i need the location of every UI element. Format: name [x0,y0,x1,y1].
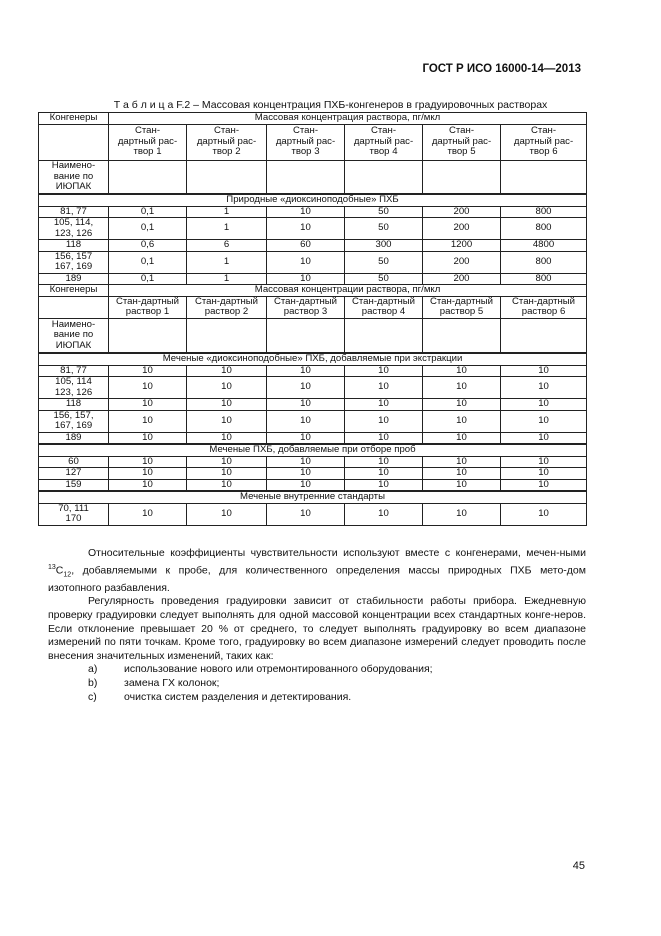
empty-cell [187,318,267,353]
header-group: Массовая концентрации раствора, пг/мкл [109,285,587,297]
cell-text: твор 4 [369,146,398,158]
cell-text: ИЮПАК [55,181,92,192]
cell-text: твор 6 [529,146,558,158]
congener-cell [39,503,109,525]
table-caption: Т а б л и ц а F.2 – Массовая концентрация ПХБ-конгенеров в градуировочных растворах [113,99,548,111]
value-cell: 10 [267,365,345,377]
table-row [39,240,587,252]
empty-cell [267,160,345,194]
cell-text: 189 [65,272,82,284]
empty-cell [423,160,501,194]
table-row [39,365,587,377]
header-solution-1 [109,296,187,318]
value-cell: 10 [109,399,187,411]
header-row [39,113,587,125]
paragraph-1: Относительные коэффициенты чувствительности используют вместе с конгенерами, мечен-ными $^{13}C_{12}$, добавляемыми к пробе, для количественного определения массы природных ПХБ мето-дом изотопного разбавления. [48,547,586,594]
header-row [39,296,587,318]
header-solution-3 [267,124,345,160]
cell-text: раствор 1 [125,306,170,317]
header-solution-6 [501,124,587,160]
section-row [39,194,587,206]
congener-cell [39,240,109,252]
paragraph-2: Регулярность проведения градуировки зависит от стабильности работы прибора. Ежедневную проверку градуировки следует выполнять для одной массовой концентрации всех стандартных конге-неров. Если отклонение превышает 20 % от среднего, то следует выполнять градуировку во всем диапазоне измерений по пяти точкам. Кроме того, градуировку во всем диапазоне измерений следует проводить после внесения значительных изменений, таких как: [48,595,586,662]
value-cell: 10 [423,365,501,377]
congener-cell [39,377,109,399]
header-empty [39,124,109,160]
table-row [39,218,587,240]
cell-text: вание по [53,170,94,182]
cell-text: 167, 169 [54,420,93,431]
empty-cell [109,318,187,353]
value-cell: 10 [187,503,267,525]
value-cell: 10 [187,456,267,468]
empty-cell [501,160,587,194]
header-solution-1 [109,124,187,160]
header-solution-2 [187,124,267,160]
value-cell: 10 [267,432,345,444]
table-row [39,399,587,411]
value-cell: 10 [109,432,187,444]
value-cell: 200 [423,206,501,218]
congener-cell [39,479,109,491]
section-title: Меченые внутренние стандарты [39,491,587,503]
section-title: Меченые ПХБ, добавляемые при отборе проб [39,444,587,456]
cell-text: раствор 5 [439,306,484,317]
empty-cell [267,318,345,353]
congener-cell [39,273,109,285]
value-cell: 800 [501,206,587,218]
cell-text: Стан- [531,125,557,137]
congener-cell [39,410,109,432]
cell-text: 60 [68,455,79,467]
standard-designation: ГОСТ Р ИСО 16000-14—2013 [422,63,581,75]
cell-text: 159 [65,478,82,490]
header-solution-5 [423,124,501,160]
congener-cell [39,251,109,273]
value-cell: 10 [109,468,187,480]
value-cell: 10 [423,468,501,480]
cell-text: дартный рас- [431,135,492,147]
value-cell: 10 [501,377,587,399]
cell-text: Стан- [134,125,161,137]
cell-text: Стан-дартный [351,295,416,307]
value-cell: 10 [501,456,587,468]
table-row [39,273,587,285]
iupac-label [39,318,109,353]
value-cell: 10 [267,251,345,273]
value-cell: 10 [267,377,345,399]
value-cell: 10 [423,456,501,468]
value-cell: 1 [187,218,267,240]
cell-text: твор 5 [447,146,476,158]
value-cell: 10 [267,273,345,285]
cell-text: вание по [53,329,94,340]
table-row [39,206,587,218]
value-cell: 10 [109,377,187,399]
cell-text: Стан- [448,125,475,137]
value-cell: 10 [501,432,587,444]
value-cell: 0,1 [109,273,187,285]
table-row [39,503,587,525]
header-solution-4 [345,296,423,318]
list-item [48,691,586,705]
value-cell: 10 [187,479,267,491]
value-cell: 10 [423,503,501,525]
value-cell: 10 [501,365,587,377]
value-cell: 10 [187,410,267,432]
list-text: замена ГХ колонок; [124,676,220,689]
empty-cell [501,318,587,353]
value-cell: 60 [267,240,345,252]
value-cell: 10 [423,410,501,432]
value-cell: 50 [345,251,423,273]
list-item [48,677,586,691]
cell-text: 156, 157 [54,250,93,262]
value-cell: 10 [423,399,501,411]
value-cell: 10 [423,432,501,444]
value-cell: 10 [501,479,587,491]
section-title: Природные «диоксиноподобные» ПХБ [39,194,587,206]
cell-text: 105, 114 [55,376,92,387]
value-cell: 0,1 [109,218,187,240]
congener-cell [39,218,109,240]
list-text: очистка систем разделения и детектирования. [124,690,352,703]
table-row [39,377,587,399]
header-solution-6 [501,296,587,318]
table-row [39,410,587,432]
cell-text: дартный рас- [513,135,574,147]
value-cell: 10 [423,377,501,399]
value-cell: 10 [345,503,423,525]
value-cell: 10 [345,432,423,444]
cell-text: 156, 157, [53,409,94,421]
value-cell: 10 [345,468,423,480]
cell-text: 189 [65,431,82,443]
change-list [48,663,586,704]
congener-cell [39,399,109,411]
congener-cell [39,468,109,480]
value-cell: 300 [345,240,423,252]
value-cell: 10 [109,456,187,468]
cell-text: дартный рас- [196,135,257,147]
empty-cell [345,318,423,353]
congener-cell [39,206,109,218]
cell-text: 127 [65,467,82,478]
cell-text: твор 2 [212,146,241,158]
value-cell: 1200 [423,240,501,252]
value-cell: 4800 [501,240,587,252]
header-solution-4 [345,124,423,160]
iupac-row [39,318,587,353]
cell-text: твор 3 [291,146,320,158]
empty-cell [423,318,501,353]
value-cell: 50 [345,206,423,218]
header-congeners: Конгенеры [39,285,109,297]
value-cell: 10 [187,365,267,377]
value-cell: 10 [267,399,345,411]
cell-text: дартный рас- [353,135,414,147]
value-cell: 0,1 [109,206,187,218]
value-cell: 50 [345,273,423,285]
cell-text: Стан-дартный [194,295,259,307]
header-congeners: Конгенеры [39,113,109,125]
value-cell: 10 [345,399,423,411]
value-cell: 10 [267,503,345,525]
cell-text: 105, 114, [53,217,94,228]
cell-text: Стан- [292,125,319,137]
cell-text: дартный рас- [117,135,178,147]
header-empty [39,296,109,318]
header-row [39,124,587,160]
cell-text: Стан- [213,125,240,137]
cell-text: ИЮПАК [55,339,92,351]
value-cell: 10 [109,503,187,525]
section-row [39,353,587,365]
table-row [39,432,587,444]
section-row [39,444,587,456]
table-row [39,456,587,468]
value-cell: 10 [423,479,501,491]
header-group: Массовая концентрация раствора, пг/мкл [109,113,587,125]
congener-cell [39,456,109,468]
iupac-label [39,160,109,194]
value-cell: 10 [109,365,187,377]
cell-text: раствор 6 [521,306,566,317]
cell-text: 170 [65,513,82,524]
header-row [39,285,587,297]
cell-text: Стан- [370,125,397,137]
cell-text: 167, 169 [54,261,93,272]
empty-cell [109,160,187,194]
cell-text: Наимено- [51,160,96,171]
cell-text: 123, 126 [54,386,93,398]
cell-text: 81, 77 [60,364,87,376]
value-cell: 200 [423,218,501,240]
cell-text: Наимено- [51,318,96,330]
value-cell: 6 [187,240,267,252]
cell-text: 81, 77 [60,205,87,217]
cell-text: Стан-дартный [511,295,576,307]
value-cell: 10 [267,206,345,218]
body-text [48,547,586,704]
cell-text: Стан-дартный [429,295,494,307]
value-cell: 1 [187,273,267,285]
cell-text: Стан-дартный [115,295,180,307]
value-cell: 10 [501,410,587,432]
value-cell: 10 [345,410,423,432]
cell-text: 118 [65,398,82,409]
value-cell: 1 [187,251,267,273]
value-cell: 10 [187,399,267,411]
table-row [39,479,587,491]
empty-cell [187,160,267,194]
value-cell: 10 [501,399,587,411]
iupac-row [39,160,587,194]
value-cell: 800 [501,251,587,273]
cell-text: раствор 2 [204,306,249,317]
value-cell: 1 [187,206,267,218]
cell-text: раствор 3 [283,306,328,317]
congener-cell [39,365,109,377]
value-cell: 10 [267,218,345,240]
header-solution-2 [187,296,267,318]
value-cell: 0,6 [109,240,187,252]
value-cell: 10 [267,410,345,432]
value-cell: 10 [501,468,587,480]
value-cell: 50 [345,218,423,240]
cell-text: твор 1 [133,146,162,158]
value-cell: 10 [187,377,267,399]
cell-text: 118 [65,239,82,250]
table-row [39,468,587,480]
value-cell: 10 [109,479,187,491]
list-item [48,663,586,677]
list-text: использование нового или отремонтированного оборудования; [124,663,433,676]
list-marker: b) [88,676,98,689]
empty-cell [345,160,423,194]
value-cell: 0,1 [109,251,187,273]
value-cell: 10 [109,410,187,432]
value-cell: 10 [267,468,345,480]
cell-text: раствор 4 [361,306,406,317]
value-cell: 800 [501,218,587,240]
cell-text: дартный рас- [275,135,336,147]
cell-text: 123, 126 [54,227,93,239]
value-cell: 10 [267,456,345,468]
cell-text: Стан-дартный [273,295,338,307]
header-solution-3 [267,296,345,318]
value-cell: 10 [345,479,423,491]
list-marker: c) [88,690,97,703]
value-cell: 200 [423,273,501,285]
page-number: 45 [572,860,585,872]
section-row [39,491,587,503]
header-solution-5 [423,296,501,318]
value-cell: 10 [501,503,587,525]
value-cell: 800 [501,273,587,285]
congener-cell [39,432,109,444]
value-cell: 200 [423,251,501,273]
value-cell: 10 [345,377,423,399]
value-cell: 10 [345,365,423,377]
value-cell: 10 [187,432,267,444]
value-cell: 10 [345,456,423,468]
value-cell: 10 [267,479,345,491]
table-row [39,251,587,273]
list-marker: a) [88,663,98,676]
value-cell: 10 [187,468,267,480]
cell-text: 70, 111 [58,502,89,514]
calibration-table [38,112,587,526]
section-title: Меченые «диоксиноподобные» ПХБ, добавляемые при экстракции [39,353,587,365]
